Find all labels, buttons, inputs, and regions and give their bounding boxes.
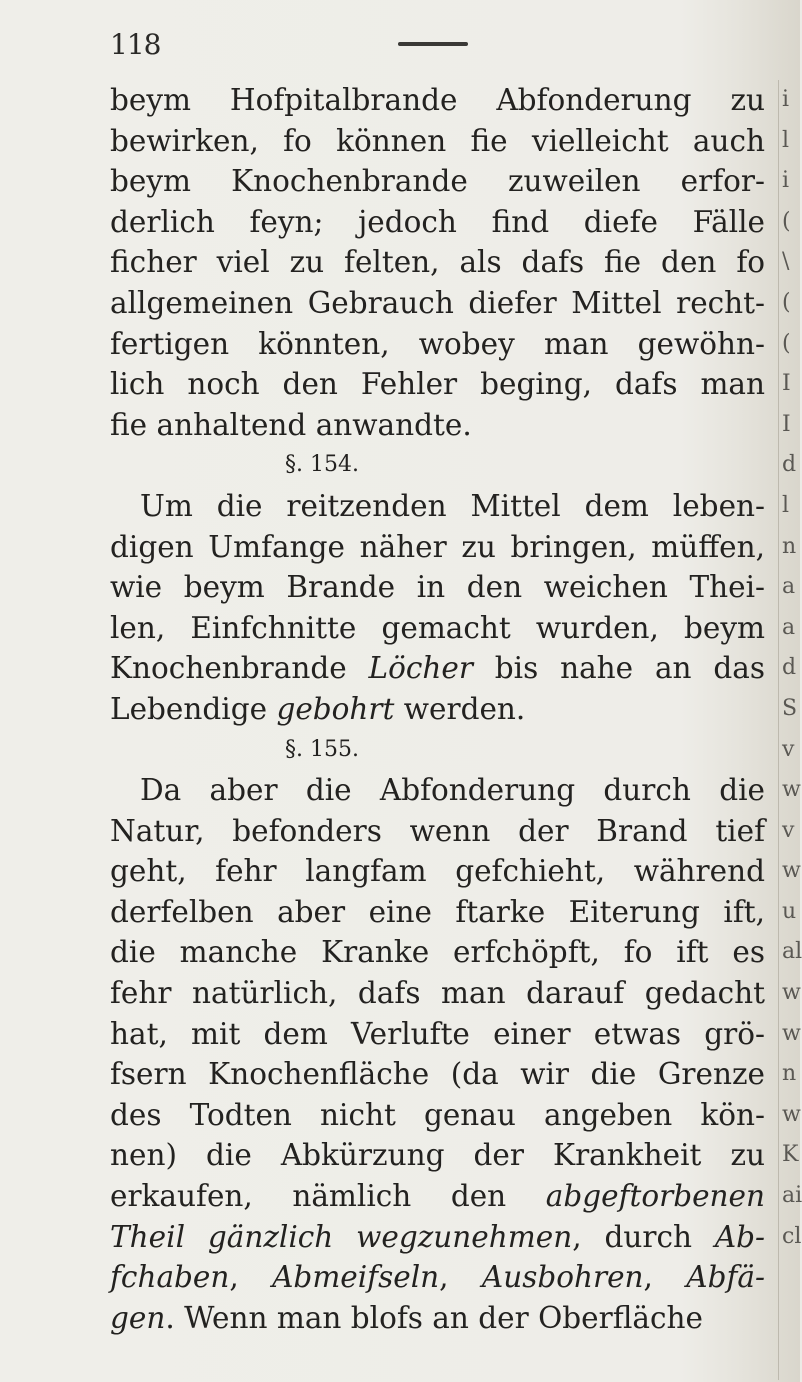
text-line: Um die reitzenden Mittel dem leben- <box>140 488 765 523</box>
text-line: len, Einfchnitte gemacht wurden, beym <box>110 610 765 645</box>
margin-fragment: ( <box>782 289 791 315</box>
italic-run: Ausbohren <box>481 1260 644 1295</box>
text-line: des Todten nicht genau angeben kön- <box>110 1097 765 1132</box>
text-line: nen) die Abkürzung der Krankheit zu <box>110 1138 765 1173</box>
text-line: fie anhaltend anwandte. <box>110 407 472 442</box>
text-line: Da aber die Abfonderung durch die <box>140 773 765 808</box>
margin-fragment: w <box>782 980 801 1006</box>
text-run: Lebendige <box>110 691 277 726</box>
margin-fragment: ai <box>782 1183 802 1209</box>
margin-fragment: a <box>782 614 796 640</box>
section-heading-154: §. 154. <box>285 452 359 478</box>
body-text <box>110 80 765 1338</box>
margin-fragment: v <box>782 817 795 843</box>
text-line: Natur, befonders wenn der Brand tief <box>110 813 765 848</box>
text-line: lich noch den Fehler beging, dafs man <box>110 367 765 402</box>
margin-fragment: n <box>782 533 797 559</box>
text-line: beym Knochenbrande zuweilen erfor- <box>110 164 765 199</box>
text-line <box>110 1257 765 1298</box>
margin-fragment: w <box>782 777 801 803</box>
text-run: erkaufen, nämlich den <box>110 1179 546 1214</box>
text-line: bewirken, fo können fie vielleicht auch <box>110 123 765 158</box>
text-line: digen Umfange näher zu bringen, müffen, <box>110 529 765 564</box>
text-line: derfelben aber eine ftarke Eiterung ift, <box>110 894 765 929</box>
margin-fragment: I <box>782 371 791 397</box>
text-run: , durch <box>572 1219 715 1254</box>
italic-run: gen <box>110 1300 166 1335</box>
section-heading-155: §. 155. <box>285 736 359 762</box>
margin-fragment: l <box>782 127 790 153</box>
text-run: werden. <box>394 691 526 726</box>
text-line: derlich feyn; jedoch find diefe Fälle <box>110 204 765 239</box>
text-run: , <box>643 1260 687 1295</box>
italic-run: Abfä- <box>686 1260 765 1295</box>
header-rule <box>398 42 468 46</box>
margin-fragment: w <box>782 1020 801 1046</box>
margin-fragment: K <box>782 1142 799 1168</box>
text-run: Knochenbrande <box>110 651 369 686</box>
margin-fragment: S <box>782 695 798 721</box>
margin-fragment: i <box>782 168 790 194</box>
margin-fragment: ( <box>782 208 791 234</box>
text-line: fehr natürlich, dafs man darauf gedacht <box>110 976 765 1011</box>
text-line: geht, fehr langfam gefchieht, während <box>110 854 765 889</box>
margin-fragment: d <box>782 452 797 478</box>
italic-run: abgeftorbenen <box>545 1179 765 1214</box>
italic-run: gebohrt <box>276 691 395 726</box>
text-run: bis nahe an das <box>472 651 765 686</box>
italic-run: Theil gänzlich wegzunehmen <box>110 1219 573 1254</box>
margin-fragment: w <box>782 858 801 884</box>
text-line <box>110 1217 765 1258</box>
italic-run: Löcher <box>368 651 473 686</box>
margin-fragment: al <box>782 939 802 965</box>
italic-run: Ab- <box>714 1219 766 1254</box>
text-line <box>110 648 765 689</box>
margin-fragment: I <box>782 411 791 437</box>
text-line: die manche Kranke erfchöpft, fo ift es <box>110 935 765 970</box>
text-run: . Wenn man blofs an der Oberfläche <box>165 1300 703 1335</box>
margin-fragment: \ <box>782 249 790 275</box>
margin-fragment: d <box>782 655 797 681</box>
text-line <box>110 689 765 730</box>
margin-fragment: a <box>782 574 796 600</box>
margin-fragment: cl <box>782 1223 802 1249</box>
italic-run: Abmeifseln <box>272 1260 440 1295</box>
margin-fragment: ( <box>782 330 791 356</box>
margin-fragment: w <box>782 1101 801 1127</box>
text-line <box>110 1176 765 1217</box>
italic-run: fchaben <box>110 1260 230 1295</box>
facing-page-margin <box>778 80 801 1380</box>
text-line: fsern Knochenfläche (da wir die Grenze <box>110 1057 765 1092</box>
margin-fragment: u <box>782 898 797 924</box>
margin-fragment: l <box>782 492 790 518</box>
text-run: , <box>439 1260 482 1295</box>
text-line: wie beym Brande in den weichen Thei- <box>110 570 765 605</box>
margin-fragment: v <box>782 736 795 762</box>
margin-fragment: n <box>782 1061 797 1087</box>
page-number: 118 <box>110 28 161 61</box>
margin-fragment: i <box>782 87 790 112</box>
text-run: , <box>229 1260 273 1295</box>
text-line: ficher viel zu felten, als dafs fie den fo <box>110 245 765 280</box>
text-line: allgemeinen Gebrauch diefer Mittel recht- <box>110 285 765 320</box>
text-line: fertigen könnten, wobey man gewöhn- <box>110 326 765 361</box>
text-line <box>110 1298 765 1339</box>
text-line: beym Hofpitalbrande Abfonderung zu <box>110 83 765 117</box>
text-line: hat, mit dem Verlufte einer etwas grö- <box>110 1016 765 1051</box>
